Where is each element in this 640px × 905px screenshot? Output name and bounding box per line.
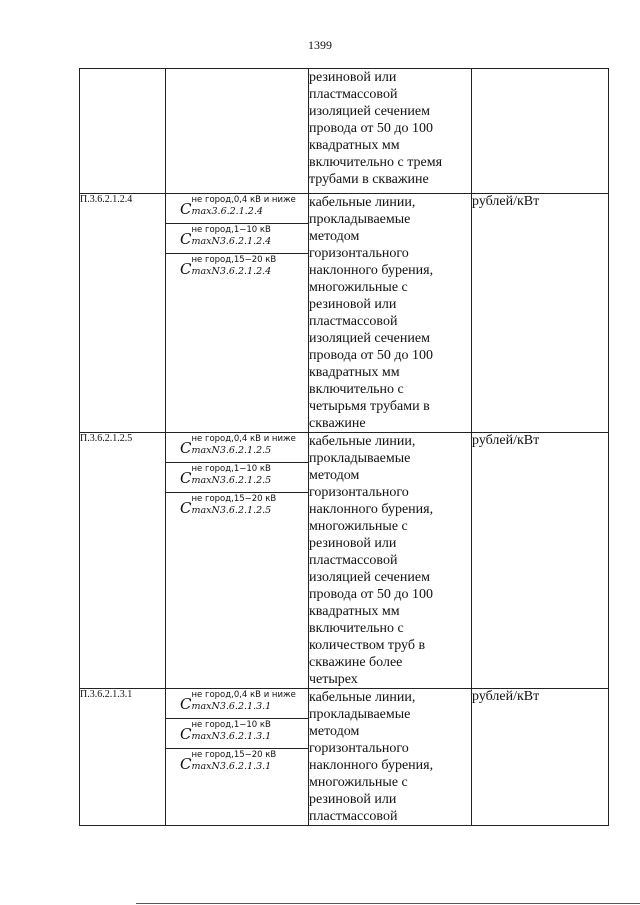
description-line: прокладываемые [309,707,411,722]
description-line: прокладываемые [309,212,411,227]
table-row [80,194,609,433]
description-line: пластмассовой [309,314,398,329]
unit-cell [472,69,609,194]
description-line: скважине [309,416,366,431]
description-line: включительно с тремя [309,155,443,170]
description-line: методом [309,468,360,483]
table-row [80,69,609,194]
table-row [80,433,609,689]
rate-symbol [166,749,308,779]
page-number: 1399 [308,38,332,52]
tariff-table-body [80,69,609,826]
unit-cell: рублей/кВт [472,433,609,689]
rate-symbol-subscript: maxN3.6.2.1.3.1 [191,731,272,742]
rate-symbol-superscript: не город,0,4 кВ и ниже [191,434,296,444]
description-line: квадратных мм [309,365,400,380]
description-line: изоляцией сечением [309,570,430,585]
description-line: многожильные с [309,519,408,534]
rate-symbol-superscript: не город,1−10 кВ [191,720,271,730]
description-line: резиновой или [309,297,397,312]
description-line: горизонтального [309,246,409,261]
description-line: изоляцией сечением [309,331,430,346]
rate-symbol-superscript: не город,1−10 кВ [191,464,271,474]
description-line: многожильные с [309,280,408,295]
rate-symbol-base: C [180,499,192,517]
rate-symbol-superscript: не город,1−10 кВ [191,225,271,235]
rate-symbol-base: C [180,439,192,457]
rate-symbol [166,463,308,493]
description-line: кабельные линии, [309,690,416,705]
description-line: изоляцией сечением [309,104,430,119]
description-line: резиновой или [309,70,397,85]
tariff-table [79,68,609,826]
description-line: квадратных мм [309,138,400,153]
rate-symbol-superscript: не город,0,4 кВ и ниже [191,195,296,205]
description-line: провода от 50 до 100 [309,121,433,136]
rate-symbol-cell [166,689,309,826]
rate-symbol-subscript: maxN3.6.2.1.2.4 [191,266,272,277]
rate-symbol-base: C [180,695,192,713]
bottom-edge-line [136,903,640,904]
item-code-cell [80,69,166,194]
description-line: наклонного бурения, [309,263,434,278]
rate-symbol [166,493,308,523]
rate-symbol-cell [166,433,309,689]
rate-symbol [166,254,308,284]
description-cell [309,433,472,689]
description-line: многожильные с [309,775,408,790]
rate-symbol [166,719,308,749]
rate-symbol-subscript: maxN3.6.2.1.3.1 [191,701,272,712]
rate-symbol-superscript: не город,0,4 кВ и ниже [191,690,296,700]
description-line: пластмассовой [309,809,398,824]
rate-symbol-cell [166,194,309,433]
description-line: кабельные линии, [309,195,416,210]
description-line: пластмассовой [309,553,398,568]
description-line: трубами в скважине [309,172,429,187]
description-cell [309,69,472,194]
description-line: наклонного бурения, [309,502,434,517]
rate-symbol-subscript: maxN3.6.2.1.3.1 [191,761,272,772]
description-cell [309,194,472,433]
description-line: методом [309,724,360,739]
rate-symbol-subscript: max3.6.2.1.2.4 [191,206,263,217]
rate-symbol-base: C [180,230,192,248]
description-line: включительно с [309,382,404,397]
description-line: резиновой или [309,536,397,551]
rate-symbol [166,433,308,463]
description-line: горизонтального [309,485,409,500]
rate-symbol-base: C [180,200,192,218]
rate-symbol-subscript: maxN3.6.2.1.2.5 [191,445,272,456]
item-code-cell: П.3.6.2.1.2.5 [80,433,166,689]
item-code-cell: П.3.6.2.1.2.4 [80,194,166,433]
description-line: кабельные линии, [309,434,416,449]
description-line: включительно с [309,621,404,636]
rate-symbol [166,689,308,719]
rate-symbol-superscript: не город,15−20 кВ [191,494,277,504]
unit-cell: рублей/кВт [472,689,609,826]
rate-symbol [166,224,308,254]
description-line: резиновой или [309,792,397,807]
description-line: четырех [309,672,358,687]
table-row [80,689,609,826]
item-code-cell: П.3.6.2.1.3.1 [80,689,166,826]
rate-symbol-base: C [180,260,192,278]
description-line: провода от 50 до 100 [309,348,433,363]
description-line: наклонного бурения, [309,758,434,773]
description-line: пластмассовой [309,87,398,102]
rate-symbol-subscript: maxN3.6.2.1.2.5 [191,475,272,486]
description-line: горизонтального [309,741,409,756]
description-line: квадратных мм [309,604,400,619]
description-line: методом [309,229,360,244]
rate-symbol-cell [166,69,309,194]
rate-symbol-subscript: maxN3.6.2.1.2.5 [191,505,272,516]
description-line: провода от 50 до 100 [309,587,433,602]
rate-symbol-base: C [180,725,192,743]
rate-symbol-base: C [180,755,192,773]
rate-symbol-base: C [180,469,192,487]
description-line: прокладываемые [309,451,411,466]
description-line: скважине более [309,655,403,670]
description-line: четырьмя трубами в [309,399,430,414]
rate-symbol-superscript: не город,15−20 кВ [191,750,277,760]
unit-cell: рублей/кВт [472,194,609,433]
rate-symbol-superscript: не город,15−20 кВ [191,255,277,265]
rate-symbol [166,194,308,224]
description-cell [309,689,472,826]
rate-symbol-subscript: maxN3.6.2.1.2.4 [191,236,272,247]
description-line: количеством труб в [309,638,426,653]
